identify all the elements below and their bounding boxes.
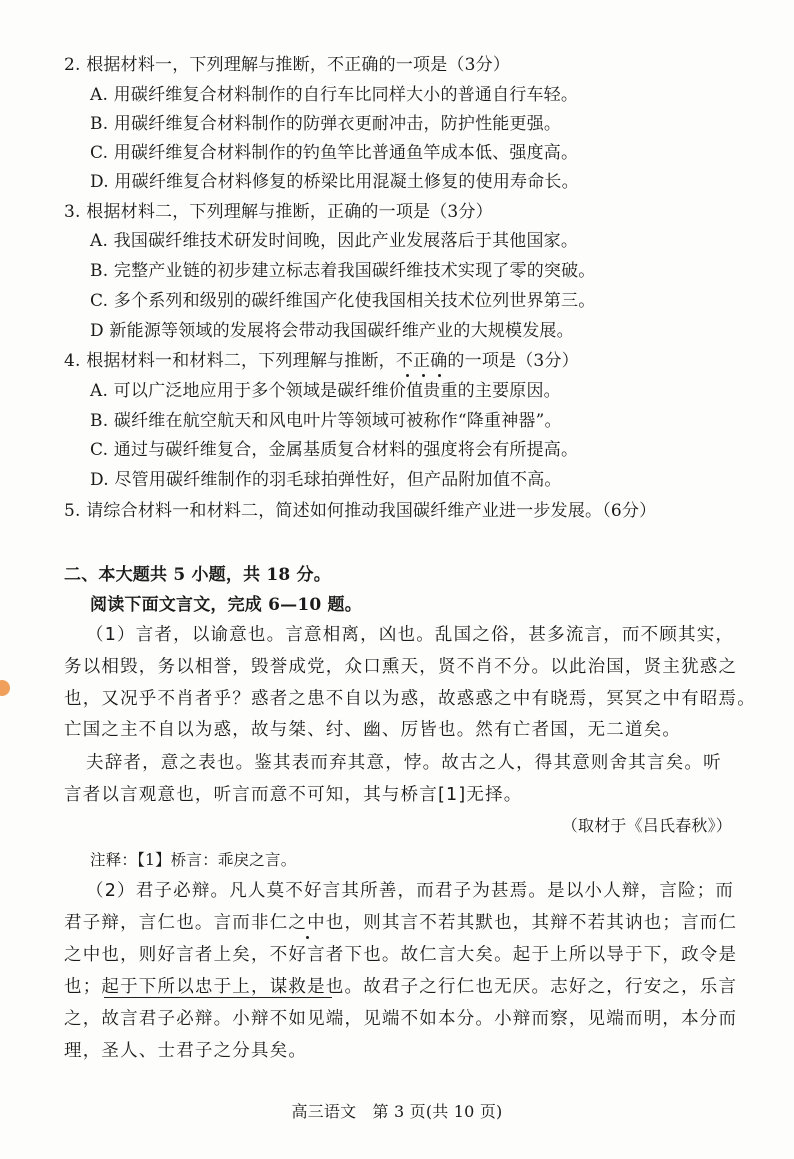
- emphasis-dot: [406, 374, 409, 377]
- question-2-stem: 2. 根据材料一，下列理解与推断，不正确的一项是（3分）: [64, 55, 511, 75]
- section-2-heading: 二、本大题共 5 小题，共 18 分。: [64, 565, 331, 585]
- question-3-option-b: B. 完整产业链的初步建立标志着我国碳纤维技术实现了零的突破。: [90, 261, 596, 281]
- passage-2-line-2: 君子辩，言仁也。言而非仁之中也，则其言不若其默也，其辩不若其讷也；言而仁: [64, 913, 738, 933]
- question-2-option-a: A. 用碳纤维复合材料制作的自行车比同样大小的普通自行车轻。: [90, 85, 579, 105]
- passage-1-line-2: 务以相毁，务以相誉，毁誉成党，众口熏天，贤不肖不分。以此治国，贤主犹惑之: [64, 657, 738, 677]
- emphasis-dot: [438, 374, 441, 377]
- question-2-option-c: C. 用碳纤维复合材料制作的钓鱼竿比普通鱼竿成本低、强度高。: [90, 143, 579, 163]
- question-5-stem: 5. 请综合材料一和材料二，简述如何推动我国碳纤维产业进一步发展。（6分）: [64, 501, 657, 521]
- passage-source: （取材于《吕氏春秋》）: [561, 816, 732, 835]
- question-4-option-d: D. 尽管用碳纤维制作的羽毛球拍弹性好，但产品附加值不高。: [90, 470, 562, 490]
- question-4-option-c: C. 通过与碳纤维复合，金属基质复合材料的强度将会有所提高。: [90, 440, 579, 460]
- passage-1-line-6: 言者以言观意也，听言而意不可知，其与桥言[1]无择。: [64, 785, 523, 805]
- binding-hole-mark: [0, 680, 10, 696]
- passage-2-line-3: 之中也，则好言者上矣，不好言者下也。故仁言大矣。起于上所以导于下，政令是: [64, 945, 738, 965]
- question-3-option-a: A. 我国碳纤维技术研发时间晚，因此产业发展落后于其他国家。: [90, 231, 579, 251]
- question-3-option-d: D 新能源等领域的发展将会带动我国碳纤维产业的大规模发展。: [90, 321, 574, 341]
- passage-underline: [104, 997, 332, 998]
- annotation-note: 注释：【1】桥言：乖戾之言。: [90, 851, 297, 869]
- question-4-stem: 4. 根据材料一和材料二，下列理解与推断，不正确的一项是（3分）: [64, 351, 579, 371]
- passage-1-line-4: 亡国之主不自以为惑，故与桀、纣、幽、厉皆也。然有亡者国，无二道矣。: [64, 720, 682, 740]
- question-4-option-b: B. 碳纤维在航空航天和风电叶片等领域可被称作“降重神器”。: [90, 411, 562, 431]
- passage-2-line-4: 也；起于下所以忠于上，谋救是也。故君子之行仁也无厌。志好之，行安之，乐言: [64, 977, 738, 997]
- question-2-option-d: D. 用碳纤维复合材料修复的桥梁比用混凝土修复的使用寿命长。: [90, 172, 579, 192]
- passage-1-line-3: 也，又况乎不肖者乎？惑者之患不自以为惑，故惑惑之中有晓焉，冥冥之中有昭焉。: [64, 689, 756, 709]
- question-3-option-c: C. 多个系列和级别的碳纤维国产化使我国相关技术位列世界第三。: [90, 291, 596, 311]
- passage-2-line-5: 之，故言君子必辩。小辩不如见端，见端不如本分。小辩而察，见端而明，本分而: [64, 1009, 738, 1029]
- section-2-instruction: 阅读下面文言文，完成 6—10 题。: [90, 595, 362, 615]
- question-2-option-b: B. 用碳纤维复合材料制作的防弹衣更耐冲击，防护性能更强。: [90, 114, 562, 134]
- passage-1-line-5: 夫辞者，意之表也。鉴其表而弃其意，悖。故古之人，得其意则舍其言矣。听: [86, 753, 722, 773]
- passage-2-line-6: 理，圣人、士君子之分具矣。: [64, 1041, 308, 1061]
- page-footer: 高三语文 第 3 页(共 10 页): [291, 1102, 503, 1121]
- question-4-option-a: A. 可以广泛地应用于多个领域是碳纤维价值贵重的主要原因。: [90, 381, 561, 401]
- question-3-stem: 3. 根据材料二，下列理解与推断，正确的一项是（3分）: [64, 202, 493, 222]
- passage-2-line-1: （2）君子必辩。凡人莫不好言其所善，而君子为甚焉。是以小人辩，言险；而: [86, 881, 735, 901]
- emphasis-dot: [306, 936, 309, 939]
- emphasis-dot: [422, 374, 425, 377]
- passage-1-line-1: （1）言者，以谕意也。言意相离，凶也。乱国之俗，甚多流言，而不顾其实，: [86, 625, 735, 645]
